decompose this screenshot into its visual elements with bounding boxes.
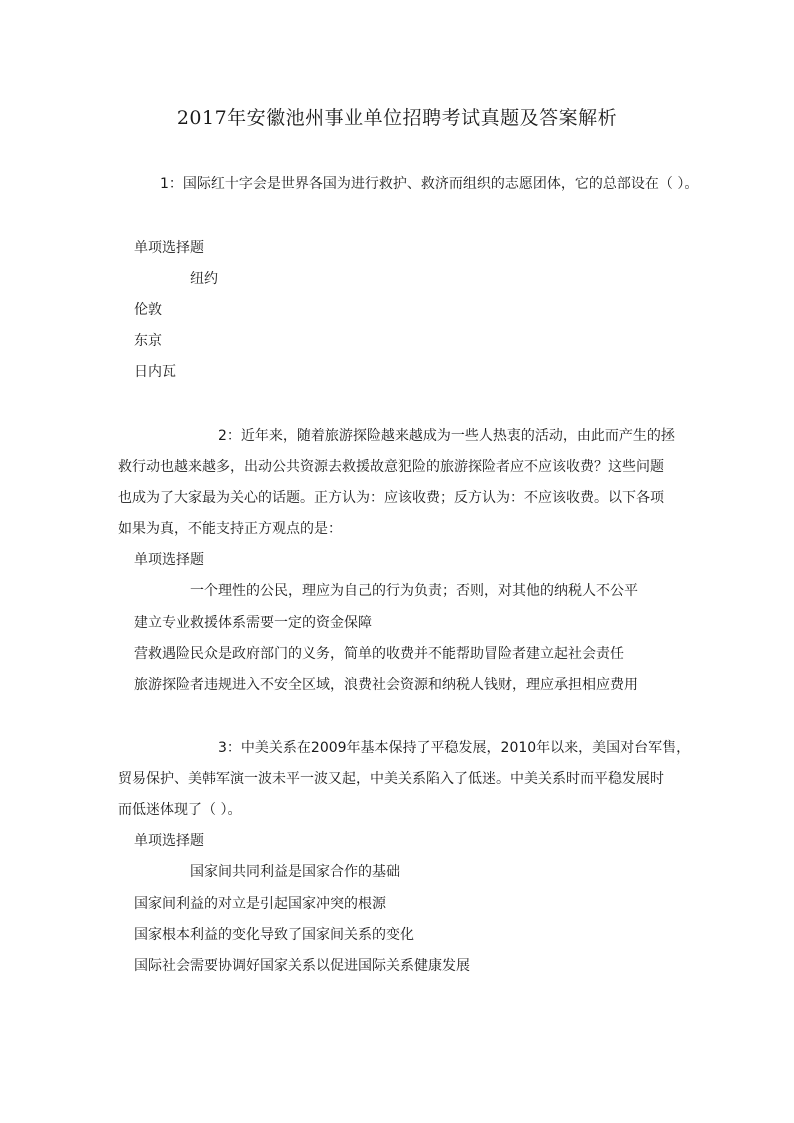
question-1-option-a[interactable]: 纽约 — [190, 271, 218, 287]
question-1-text: 国际红十字会是世界各国为进行救护、救济而组织的志愿团体，它的总部设在（ ）。 — [182, 176, 699, 192]
question-2-text-line-1: 近年来，随着旅游探险越来越成为一些人热衷的活动，由此而产生的拯 — [240, 428, 675, 444]
question-1-type: 单项选择题 — [134, 240, 204, 256]
question-1-option-c[interactable]: 东京 — [134, 333, 162, 349]
question-2-option-a[interactable]: 一个理性的公民，理应为自己的行为负责；否则，对其他的纳税人不公平 — [190, 583, 638, 599]
question-3-number: 3： — [218, 740, 241, 756]
question-3-type: 单项选择题 — [134, 833, 204, 849]
question-2-option-c[interactable]: 营救遇险民众是政府部门的义务，简单的收费并不能帮助冒险者建立起社会责任 — [134, 646, 624, 662]
question-3-text-line-1: 中美关系在2009年基本保持了平稳发展，2010年以来，美国对台军售， — [240, 740, 691, 756]
question-1-option-d[interactable]: 日内瓦 — [134, 364, 176, 380]
question-2-option-d[interactable]: 旅游探险者违规进入不安全区域，浪费社会资源和纳税人钱财，理应承担相应费用 — [134, 677, 638, 693]
question-3-stem-line-2: 贸易保护、美韩军演一波未平一波又起，中美关系陷入了低迷。中美关系时而平稳发展时 — [118, 771, 664, 787]
question-2-type: 单项选择题 — [134, 552, 204, 568]
question-2-stem-line-3: 也成为了大家最为关心的话题。正方认为：应该收费；反方认为：不应该收费。以下各项 — [118, 490, 664, 506]
question-2-stem-line-4: 如果为真，不能支持正方观点的是： — [118, 521, 342, 537]
question-2-option-b[interactable]: 建立专业救援体系需要一定的资金保障 — [134, 615, 372, 631]
document-title: 2017年安徽池州事业单位招聘考试真题及答案解析 — [176, 107, 618, 129]
question-3-stem-line-1 — [218, 738, 690, 758]
question-3-option-b[interactable]: 国家间利益的对立是引起国家冲突的根源 — [134, 896, 386, 912]
question-3-option-a[interactable]: 国家间共同利益是国家合作的基础 — [190, 864, 400, 880]
question-3-option-c[interactable]: 国家根本利益的变化导致了国家间关系的变化 — [134, 927, 414, 943]
question-1-stem — [160, 174, 698, 194]
question-1-option-b[interactable]: 伦敦 — [134, 302, 162, 318]
question-2-stem-line-2: 救行动也越来越多，出动公共资源去救援故意犯险的旅游探险者应不应该收费？这些问题 — [118, 459, 664, 475]
question-3-option-d[interactable]: 国际社会需要协调好国家关系以促进国际关系健康发展 — [134, 958, 470, 974]
question-2-stem-line-1 — [218, 426, 675, 446]
question-2-number: 2： — [218, 428, 241, 444]
question-1-number: 1： — [160, 176, 183, 192]
question-3-stem-line-3: 而低迷体现了（ ）。 — [118, 802, 242, 818]
